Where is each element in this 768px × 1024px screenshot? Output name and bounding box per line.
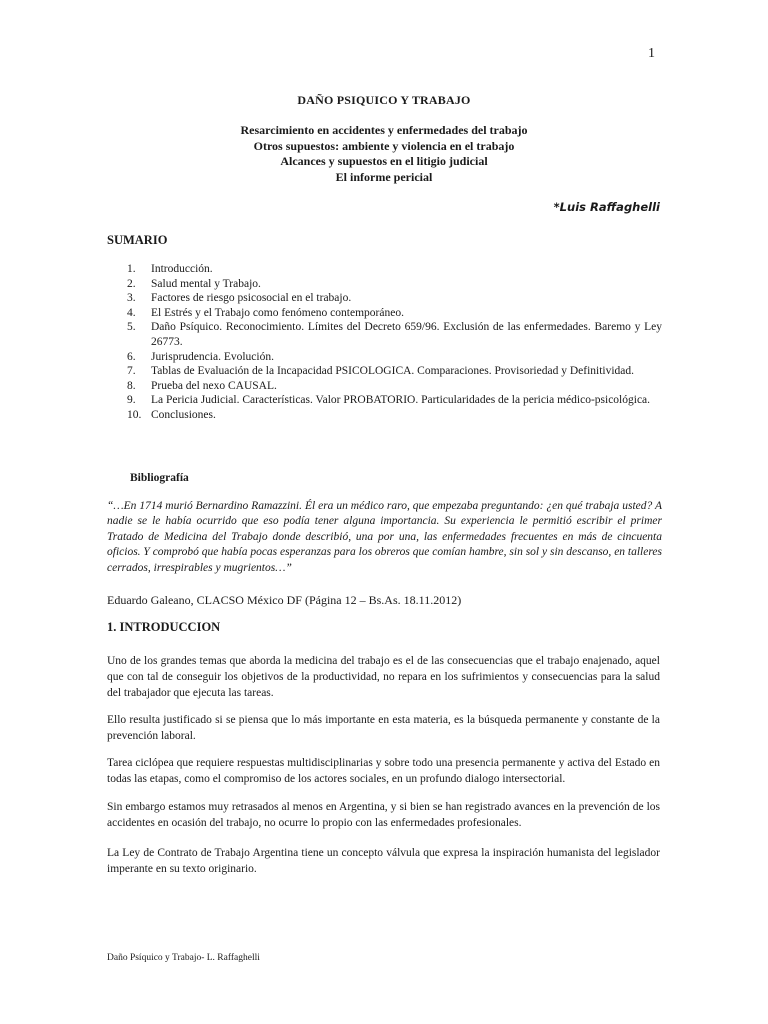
subtitle-line: Otros supuestos: ambiente y violencia en el trabajo xyxy=(253,138,515,153)
sumario-heading: SUMARIO xyxy=(107,233,168,247)
page-number: 1 xyxy=(648,46,655,61)
toc-number: 5. xyxy=(127,321,136,334)
toc-item xyxy=(107,320,662,349)
toc-item xyxy=(107,364,662,379)
toc-number: 1. xyxy=(127,263,136,275)
subtitle-line: Resarcimiento en accidentes y enfermedades del trabajo xyxy=(240,123,528,137)
toc-number: 9. xyxy=(127,394,136,407)
page-footer: Daño Psíquico y Trabajo- L. Raffaghelli xyxy=(107,953,260,963)
toc-number: 7. xyxy=(127,365,136,378)
toc-number: 8. xyxy=(127,379,136,392)
quote-citation: Eduardo Galeano, CLACSO México DF (Página 12 – Bs.As. 18.11.2012) xyxy=(107,593,462,607)
body-paragraph: Tarea ciclópea que requiere respuestas multidisciplinarias y sobre todo una presencia permanente y activa del Estado en todas las etapas, como el compromiso de los actores sociales, en un profundo dialogo intersectorial. xyxy=(107,757,660,785)
toc-item xyxy=(107,262,662,277)
toc-text: La Pericia Judicial. Características. Valor PROBATORIO. Particularidades de la pericia médico-psicológica. xyxy=(151,394,651,407)
toc-item xyxy=(107,306,662,321)
toc-item xyxy=(107,291,662,306)
toc-text: Jurisprudencia. Evolución. xyxy=(151,350,274,363)
toc-text: Daño Psíquico. Reconocimiento. Límites del Decreto 659/96. Exclusión de las enfermedades. Baremo y Ley 26773. xyxy=(151,321,662,348)
subtitle-line: El informe pericial xyxy=(335,169,433,184)
toc-text: Tablas de Evaluación de la Incapacidad PSICOLOGICA. Comparaciones. Provisoriedad y Definitividad. xyxy=(151,365,635,378)
bibliografia-heading: Bibliografía xyxy=(130,472,189,484)
toc-text: Salud mental y Trabajo. xyxy=(151,277,261,290)
toc-text: El Estrés y el Trabajo como fenómeno contemporáneo. xyxy=(151,306,404,319)
document-title: DAÑO PSIQUICO Y TRABAJO xyxy=(297,93,471,107)
section-heading: 1. INTRODUCCION xyxy=(107,620,221,634)
body-paragraph: Uno de los grandes temas que aborda la medicina del trabajo es el de las consecuencias que el trabajo enajenado, aquel que con tal de conseguir los objetivos de la productividad, no repara en los sufrimientos y consecuencias para la salud del trabajador que ejecuta las tareas. xyxy=(107,655,660,699)
toc-item xyxy=(107,350,662,365)
toc-item xyxy=(107,277,662,292)
toc-text: Introducción. xyxy=(151,263,213,275)
author-name: *Luis Raffaghelli xyxy=(553,200,660,214)
table-of-contents xyxy=(107,262,662,423)
toc-number: 3. xyxy=(127,292,136,305)
subtitle-block xyxy=(0,123,768,185)
body-paragraph: Sin embargo estamos muy retrasados al menos en Argentina, y si bien se han registrado avances en la prevención de los accidentes en ocasión del trabajo, no ocurre lo propio con las enfermedades profesionales. xyxy=(107,801,660,829)
toc-number: 4. xyxy=(127,306,136,319)
toc-item xyxy=(107,408,662,423)
subtitle-line: Alcances y supuestos en el litigio judicial xyxy=(280,154,488,168)
toc-number: 10. xyxy=(127,408,142,421)
toc-text: Factores de riesgo psicosocial en el trabajo. xyxy=(151,292,352,305)
toc-item xyxy=(107,379,662,394)
toc-text: Prueba del nexo CAUSAL. xyxy=(151,379,277,392)
toc-text: Conclusiones. xyxy=(151,408,216,421)
epigraph-quote: “…En 1714 murió Bernardino Ramazzini. Él era un médico raro, que empezaba preguntando: ¿en qué trabaja usted? A nadie se le había ocurrido que eso podía tener alguna importancia. Su experiencia le permitió escribir el primer Tratado de Medicina del Trabajo donde describió, una por una, las enfermedades frecuentes en más de cincuenta oficios. Y comprobó que había pocas esperanzas para los obreros que comían hambre, sin sol y sin descanso, en talleres cerrados, irrespirables y mugrientos…” xyxy=(107,500,662,574)
toc-number: 6. xyxy=(127,350,136,363)
toc-item xyxy=(107,393,662,408)
body-paragraph: Ello resulta justificado si se piensa que lo más importante en esta materia, es la búsqueda permanente y constante de la prevención laboral. xyxy=(107,714,660,742)
body-paragraph: La Ley de Contrato de Trabajo Argentina tiene un concepto válvula que expresa la inspiración humanista del legislador imperante en su texto originario. xyxy=(107,847,660,875)
toc-number: 2. xyxy=(127,277,136,290)
